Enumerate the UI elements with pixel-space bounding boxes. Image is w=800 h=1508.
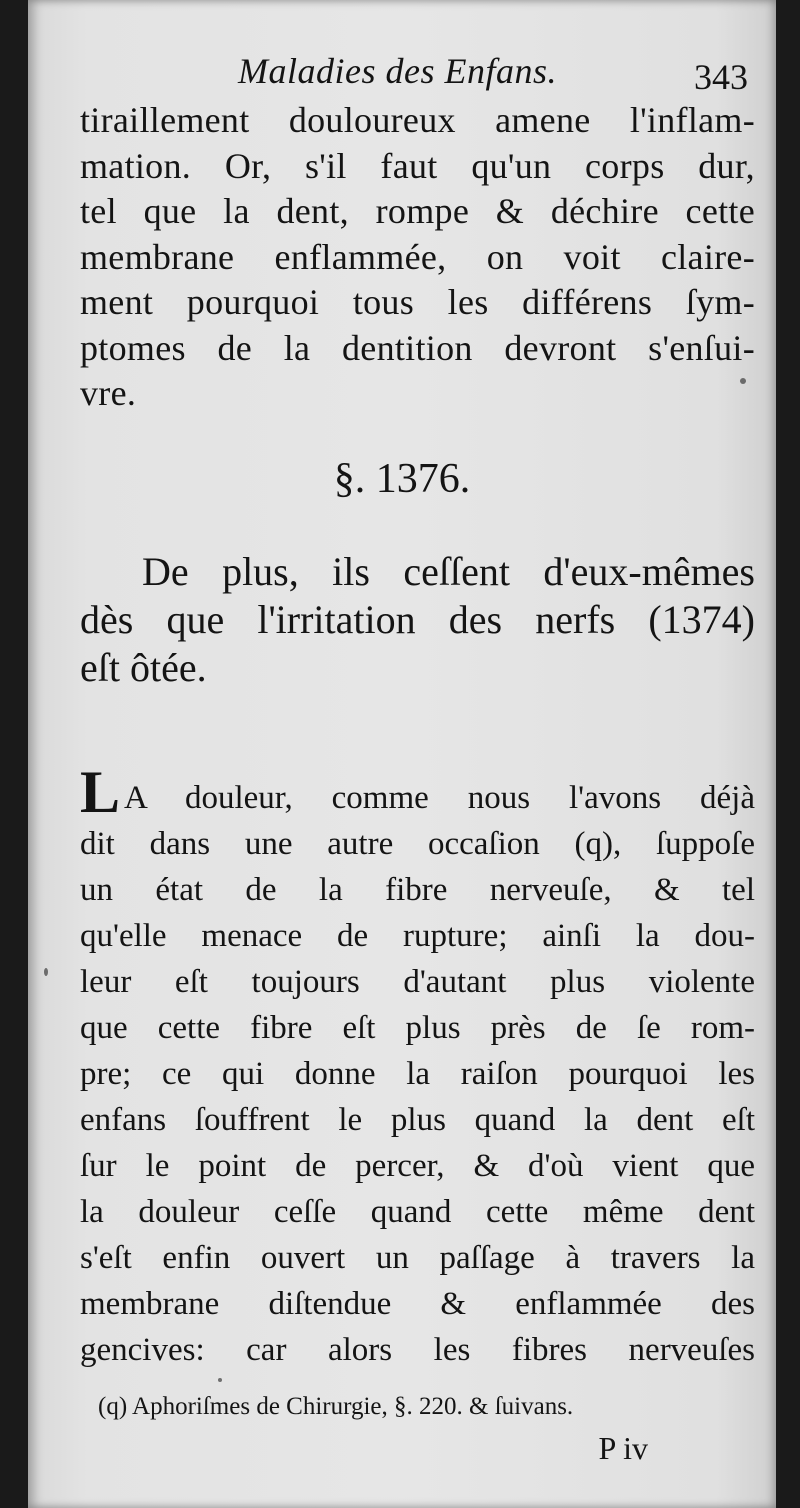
- text-line: tel que la dent, rompe & déchire cette: [80, 191, 755, 231]
- paper-speck: [218, 1378, 222, 1382]
- text-line: que cette fibre eſt plus près de ſe rom-: [80, 1010, 755, 1046]
- text-line: mation. Or, s'il faut qu'un corps dur,: [80, 145, 755, 186]
- text-line: ſur le point de percer, & d'où vient que: [80, 1148, 755, 1184]
- paper-speck: [44, 968, 48, 976]
- page-number: 343: [694, 57, 748, 97]
- text-line: dit dans une autre occaſion (q), ſuppoſe: [80, 826, 755, 862]
- text-line: vre.: [80, 373, 137, 413]
- text-line: membrane diſtendue & enflammée des: [80, 1286, 755, 1322]
- text-line: enfans ſouffrent le plus quand la dent eſt: [80, 1102, 755, 1138]
- aphorism-paragraph: [80, 548, 755, 692]
- text-line: la douleur ceſſe quand cette même dent: [80, 1194, 755, 1230]
- signature-mark: P iv: [598, 1430, 648, 1466]
- continued-paragraph: [80, 98, 755, 417]
- running-head: [198, 50, 758, 98]
- text-line: gencives: car alors les fibres nerveuſes: [80, 1332, 755, 1368]
- running-title: Maladies des Enfans.: [238, 51, 557, 91]
- text-line-first: [80, 759, 755, 825]
- drop-cap: L: [80, 759, 121, 825]
- text-line: membrane enflammée, on voit claire-: [80, 236, 755, 277]
- text-line: pre; ce qui donne la raiſon pourquoi les: [80, 1056, 755, 1092]
- text-line: De plus, ils ceſſent d'eux-mêmes: [142, 549, 755, 594]
- section-heading: §. 1376.: [333, 456, 471, 502]
- text-line: tiraillement douloureux amene l'inflam-: [80, 100, 755, 140]
- book-page: [28, 0, 776, 1508]
- paper-speck: [740, 378, 746, 384]
- first-line-text: A douleur, comme nous l'avons déjà: [124, 780, 755, 816]
- text-line: leur eſt toujours d'autant plus violente: [80, 964, 755, 1000]
- text-line: ment pourquoi tous les différens ſym-: [80, 282, 755, 322]
- footnote: (q) Aphoriſmes de Chirurgie, §. 220. & ſuivans.: [98, 1393, 574, 1420]
- text-line: un état de la fibre nerveuſe, & tel: [80, 872, 755, 908]
- text-line: qu'elle menace de rupture; ainſi la dou-: [80, 918, 755, 954]
- text-line: s'eſt enfin ouvert un paſſage à travers la: [80, 1240, 755, 1276]
- text-line: eſt ôtée.: [80, 645, 207, 690]
- text-line: ptomes de la dentition devront s'enſui-: [80, 327, 755, 368]
- commentary-paragraph: [80, 759, 755, 1373]
- text-line: dès que l'irritation des nerfs (1374): [80, 597, 755, 642]
